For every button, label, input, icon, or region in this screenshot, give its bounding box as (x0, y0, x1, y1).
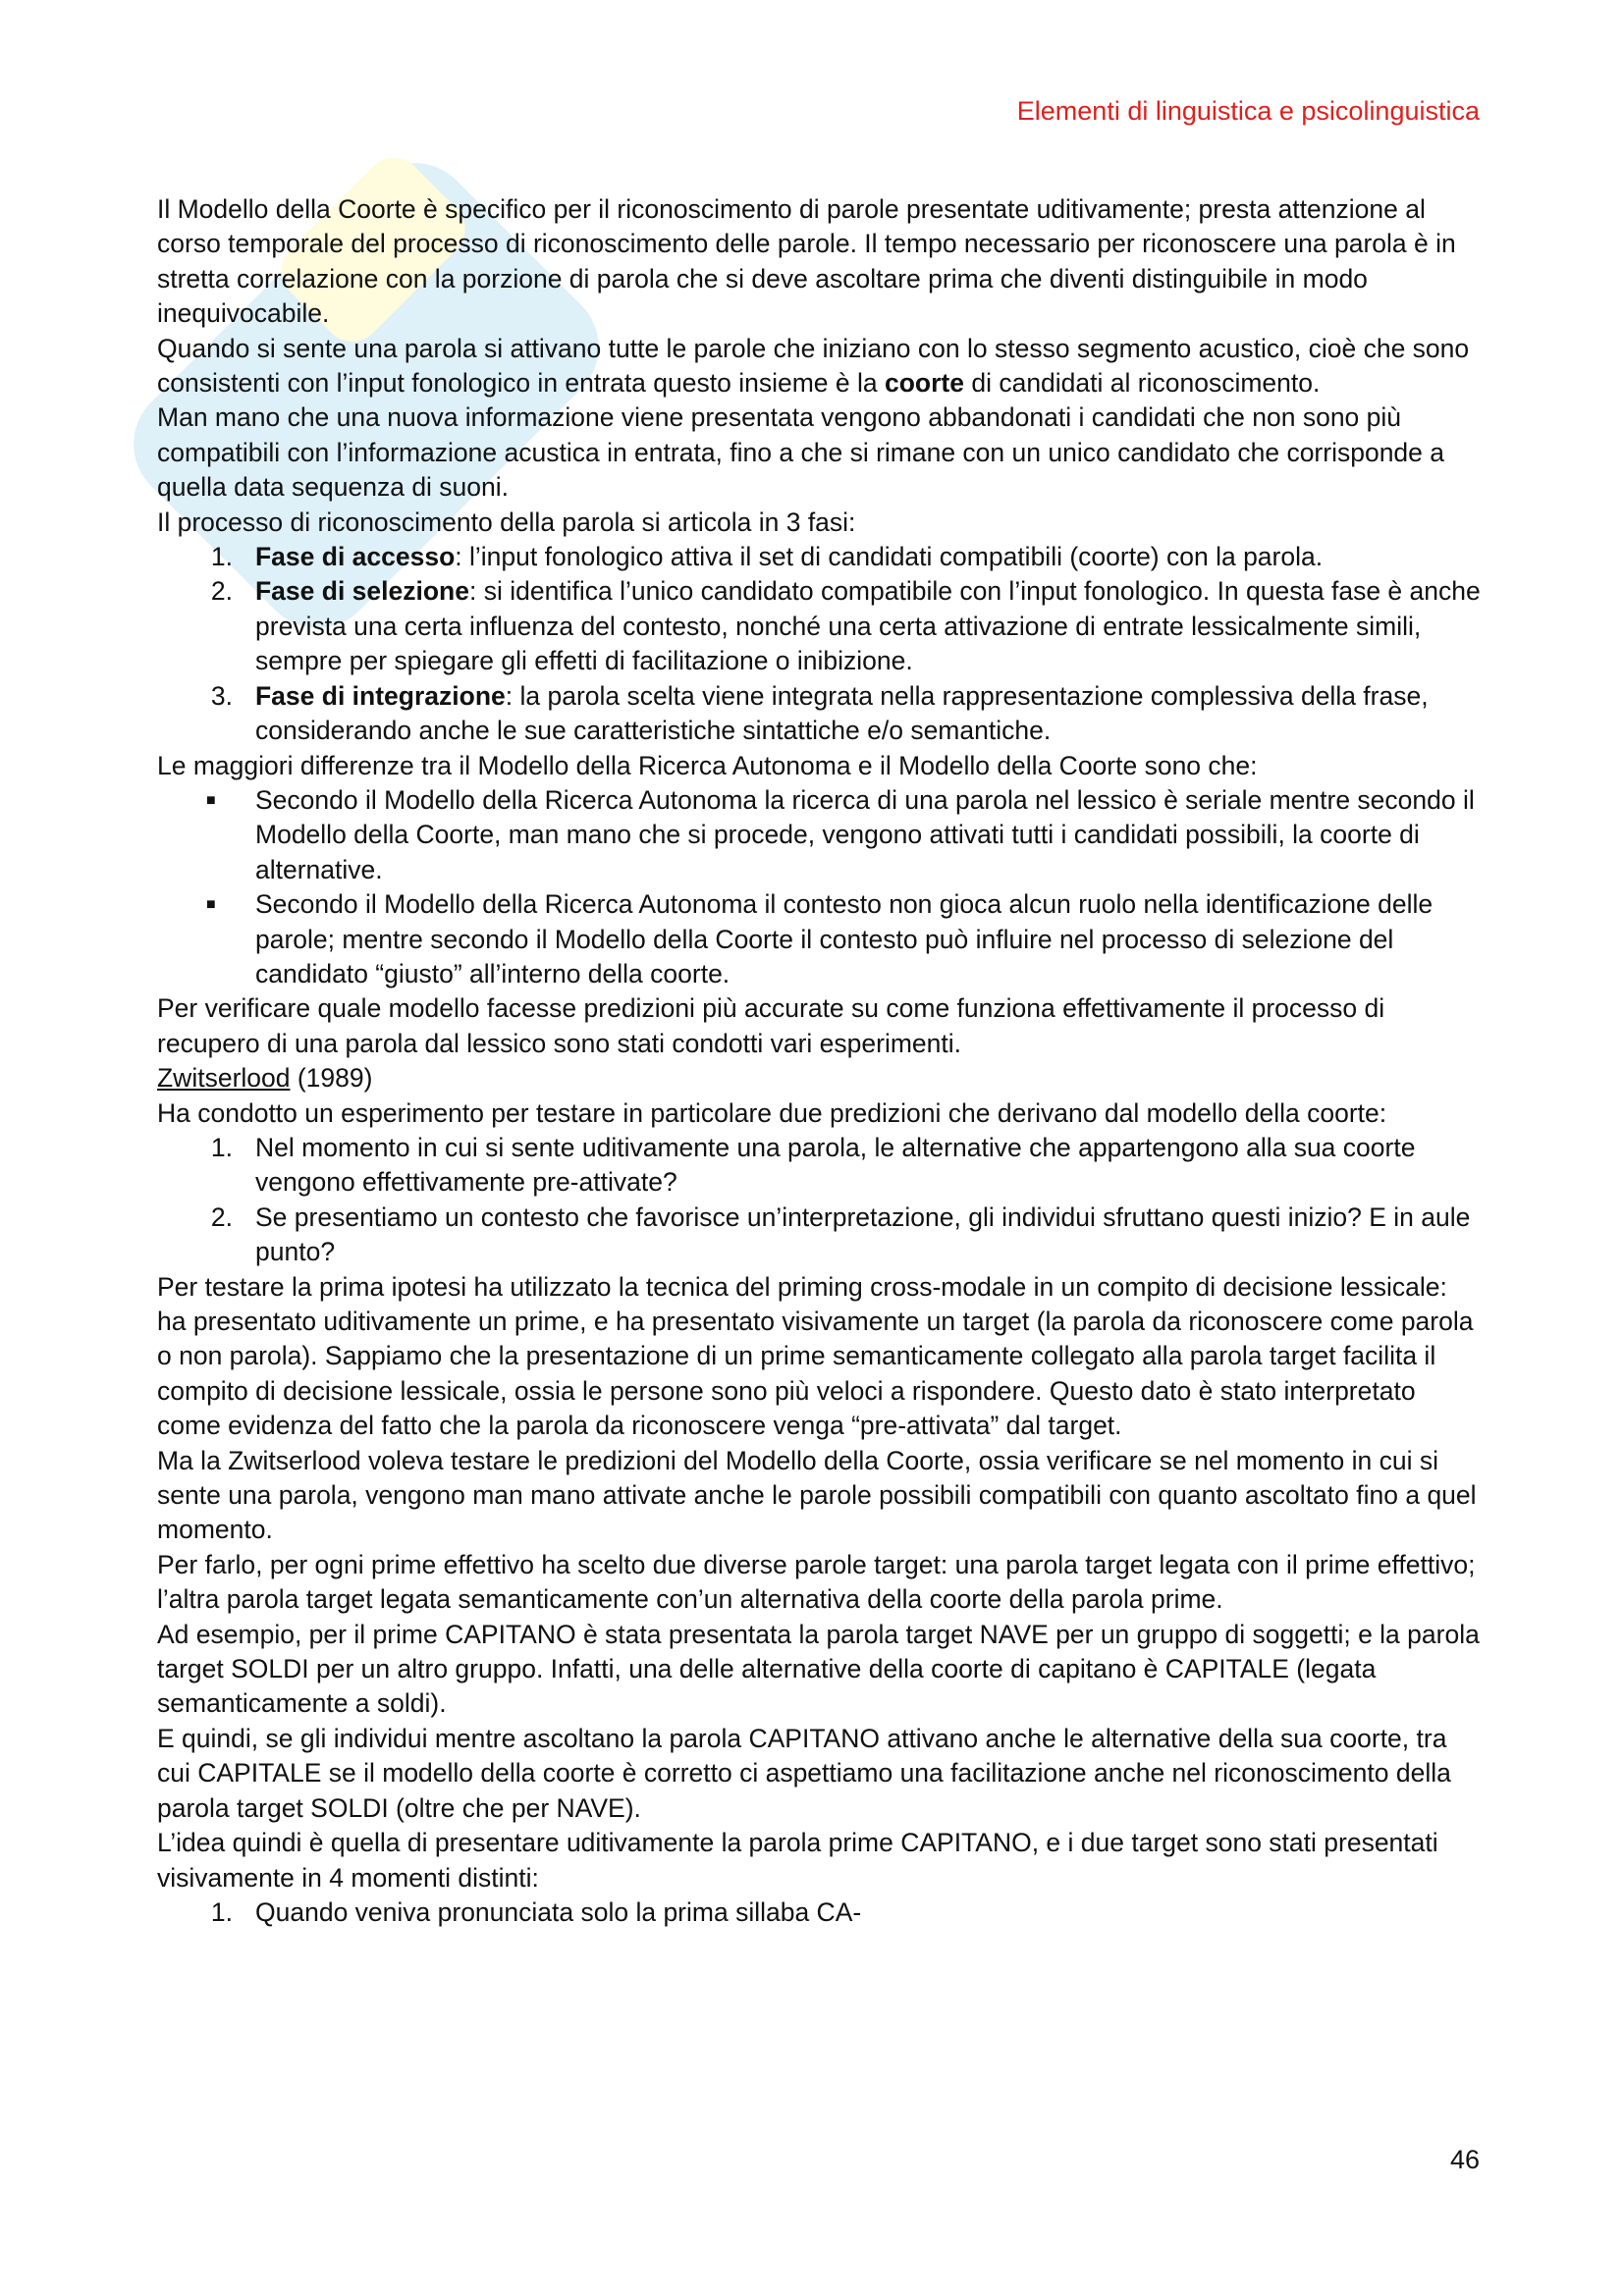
list-number: 2. (210, 576, 233, 607)
bullet-icon: ■ (206, 896, 216, 914)
phases-list (157, 540, 1483, 748)
list-item (157, 783, 1483, 887)
paragraph: Le maggiori differenze tra il Modello della Ricerca Autonoma e il Modello della Coorte sono che: (157, 750, 1258, 780)
author-name: Zwitserlood (157, 1063, 291, 1094)
paragraph: Per farlo, per ogni prime effettivo ha scelto due diverse parole target: una parola target legata con il prime effettivo; l’altra parola target legata semanticamente con’un alternativa della coorte della parola prime. (157, 1549, 1476, 1615)
paragraph-text: Quando si sente una parola si attivano tutte le parole che iniziano con lo stesso segmento acustico, cioè che sono consistenti con l’input fonologico in entrata questo insieme è la (157, 333, 1470, 399)
paragraph: Man mano che una nuova informazione viene presentata vengono abbandonati i candidati che non sono più compatibili con l’informazione acustica in entrata, fino a che si rimane con un unico candidato che corrisponde a quella data sequenza di suoni. (157, 402, 1445, 503)
paragraph: Per testare la prima ipotesi ha utilizzato la tecnica del priming cross-modale in un compito di decisione lessicale: ha presentato uditivamente un prime, e ha presentato visivamente un target (la parola da riconoscere come parola o non parola). Sappiamo che la presentazione di un prime semanticamente collegato alla parola target facilita il compito di decisione lessicale, ossia le persone sono più veloci a rispondere. Questo dato è stato interpretato come evidenza del fatto che la parola da riconoscere venga “pre-attivata” dal target. (157, 1271, 1474, 1441)
moments-list (157, 1896, 1483, 1930)
list-text: Secondo il Modello della Ricerca Autonoma la ricerca di una parola nel lessico è seriale mentre secondo il Modello della Coorte, man mano che si procede, vengono attivati tutti i candidati possibili, la coorte di alternative. (255, 784, 1475, 884)
phase-term: Fase di accesso (255, 542, 456, 572)
list-number: 1. (210, 542, 233, 572)
paragraph: Ha condotto un esperimento per testare in particolare due predizioni che derivano dal modello della coorte: (157, 1097, 1387, 1128)
phase-text: : si identifica l’unico candidato compatibile con l’input fonologico. In questa fase è anche prevista una certa influenza del contesto, nonché una certa attivazione di entrate lessicalmente simili, sempre per spiegare gli effetti di facilitazione o inibizione. (255, 576, 1481, 676)
list-text: Nel momento in cui si sente uditivamente una parola, le alternative che appartengono alla sua coorte vengono effettivamente pre-attivate? (255, 1132, 1416, 1198)
list-text: Se presentiamo un contesto che favorisce un’interpretazione, gli individui sfruttano questi inizio? E in aule punto? (255, 1201, 1471, 1267)
paragraph: Per verificare quale modello facesse predizioni più accurate su come funziona effettivamente il processo di recupero di una parola dal lessico sono stati condotti vari esperimenti. (157, 993, 1385, 1058)
paragraph: Ma la Zwitserlood voleva testare le predizioni del Modello della Coorte, ossia verificare se nel momento in cui si sente una parola, vengono man mano attivate anche le parole possibili compatibili con quanto ascoltato fino a quel momento. (157, 1445, 1477, 1545)
bullet-icon: ■ (206, 791, 216, 809)
list-item (157, 1131, 1483, 1201)
paragraph: Il Modello della Coorte è specifico per il riconoscimento di parole presentate uditivamente; presta attenzione al corso temporale del processo di riconoscimento delle parole. Il tempo necessario per riconoscere una parola è in stretta correlazione con la porzione di parola che si deve ascoltare prima che diventi distinguibile in modo inequivocabile. (157, 194, 1456, 329)
list-item (157, 1896, 1483, 1930)
document-body (157, 192, 1483, 1930)
list-item (157, 679, 1483, 749)
list-number: 2. (210, 1201, 233, 1232)
paragraph (157, 1061, 1483, 1095)
phase-text: : la parola scelta viene integrata nella rappresentazione complessiva della frase, considerando anche le sue caratteristiche sintattiche e/o semantiche. (255, 680, 1429, 746)
phase-text: : l’input fonologico attiva il set di candidati compatibili (coorte) con la parola. (455, 542, 1324, 572)
list-item (157, 574, 1483, 678)
list-item (157, 540, 1483, 574)
phase-term: Fase di integrazione (255, 680, 506, 711)
list-number: 1. (210, 1896, 233, 1927)
page-header: Elementi di linguistica e psicolinguistica (1016, 96, 1480, 126)
paragraph (157, 332, 1483, 401)
paragraph: E quindi, se gli individui mentre ascoltano la parola CAPITANO attivano anche le alternative della sua coorte, tra cui CAPITALE se il modello della coorte è corretto ci aspettiamo una facilitazione anche nel riconoscimento della parola target SOLDI (oltre che per NAVE). (157, 1723, 1451, 1823)
phase-term: Fase di selezione (255, 576, 469, 607)
list-item (157, 1201, 1483, 1270)
differences-list (157, 783, 1483, 991)
paragraph-text: di candidati al riconoscimento. (963, 368, 1321, 399)
list-number: 1. (210, 1132, 233, 1162)
list-text: Quando veniva pronunciata solo la prima sillaba CA- (255, 1896, 862, 1927)
paragraph: Il processo di riconoscimento della parola si articola in 3 fasi: (157, 507, 856, 537)
paragraph: Ad esempio, per il prime CAPITANO è stata presentata la parola target NAVE per un gruppo di soggetti; e la parola target SOLDI per un altro gruppo. Infatti, una delle alternative della coorte di capitano è CAPITALE (legata semanticamente a soldi). (157, 1619, 1480, 1719)
list-text: Secondo il Modello della Ricerca Autonoma il contesto non gioca alcun ruolo nella identificazione delle parole; mentre secondo il Modello della Coorte il contesto può influire nel processo di selezione del candidato “giusto” all’interno della coorte. (255, 889, 1434, 988)
paragraph: L’idea quindi è quella di presentare uditivamente la parola prime CAPITANO, e i due target sono stati presentati visivamente in 4 momenti distinti: (157, 1828, 1438, 1893)
page-number: 46 (1449, 2145, 1480, 2174)
term-coorte: coorte (884, 368, 964, 399)
author-year: (1989) (290, 1063, 373, 1094)
predictions-list (157, 1131, 1483, 1270)
list-item (157, 887, 1483, 991)
list-number: 3. (210, 680, 233, 711)
